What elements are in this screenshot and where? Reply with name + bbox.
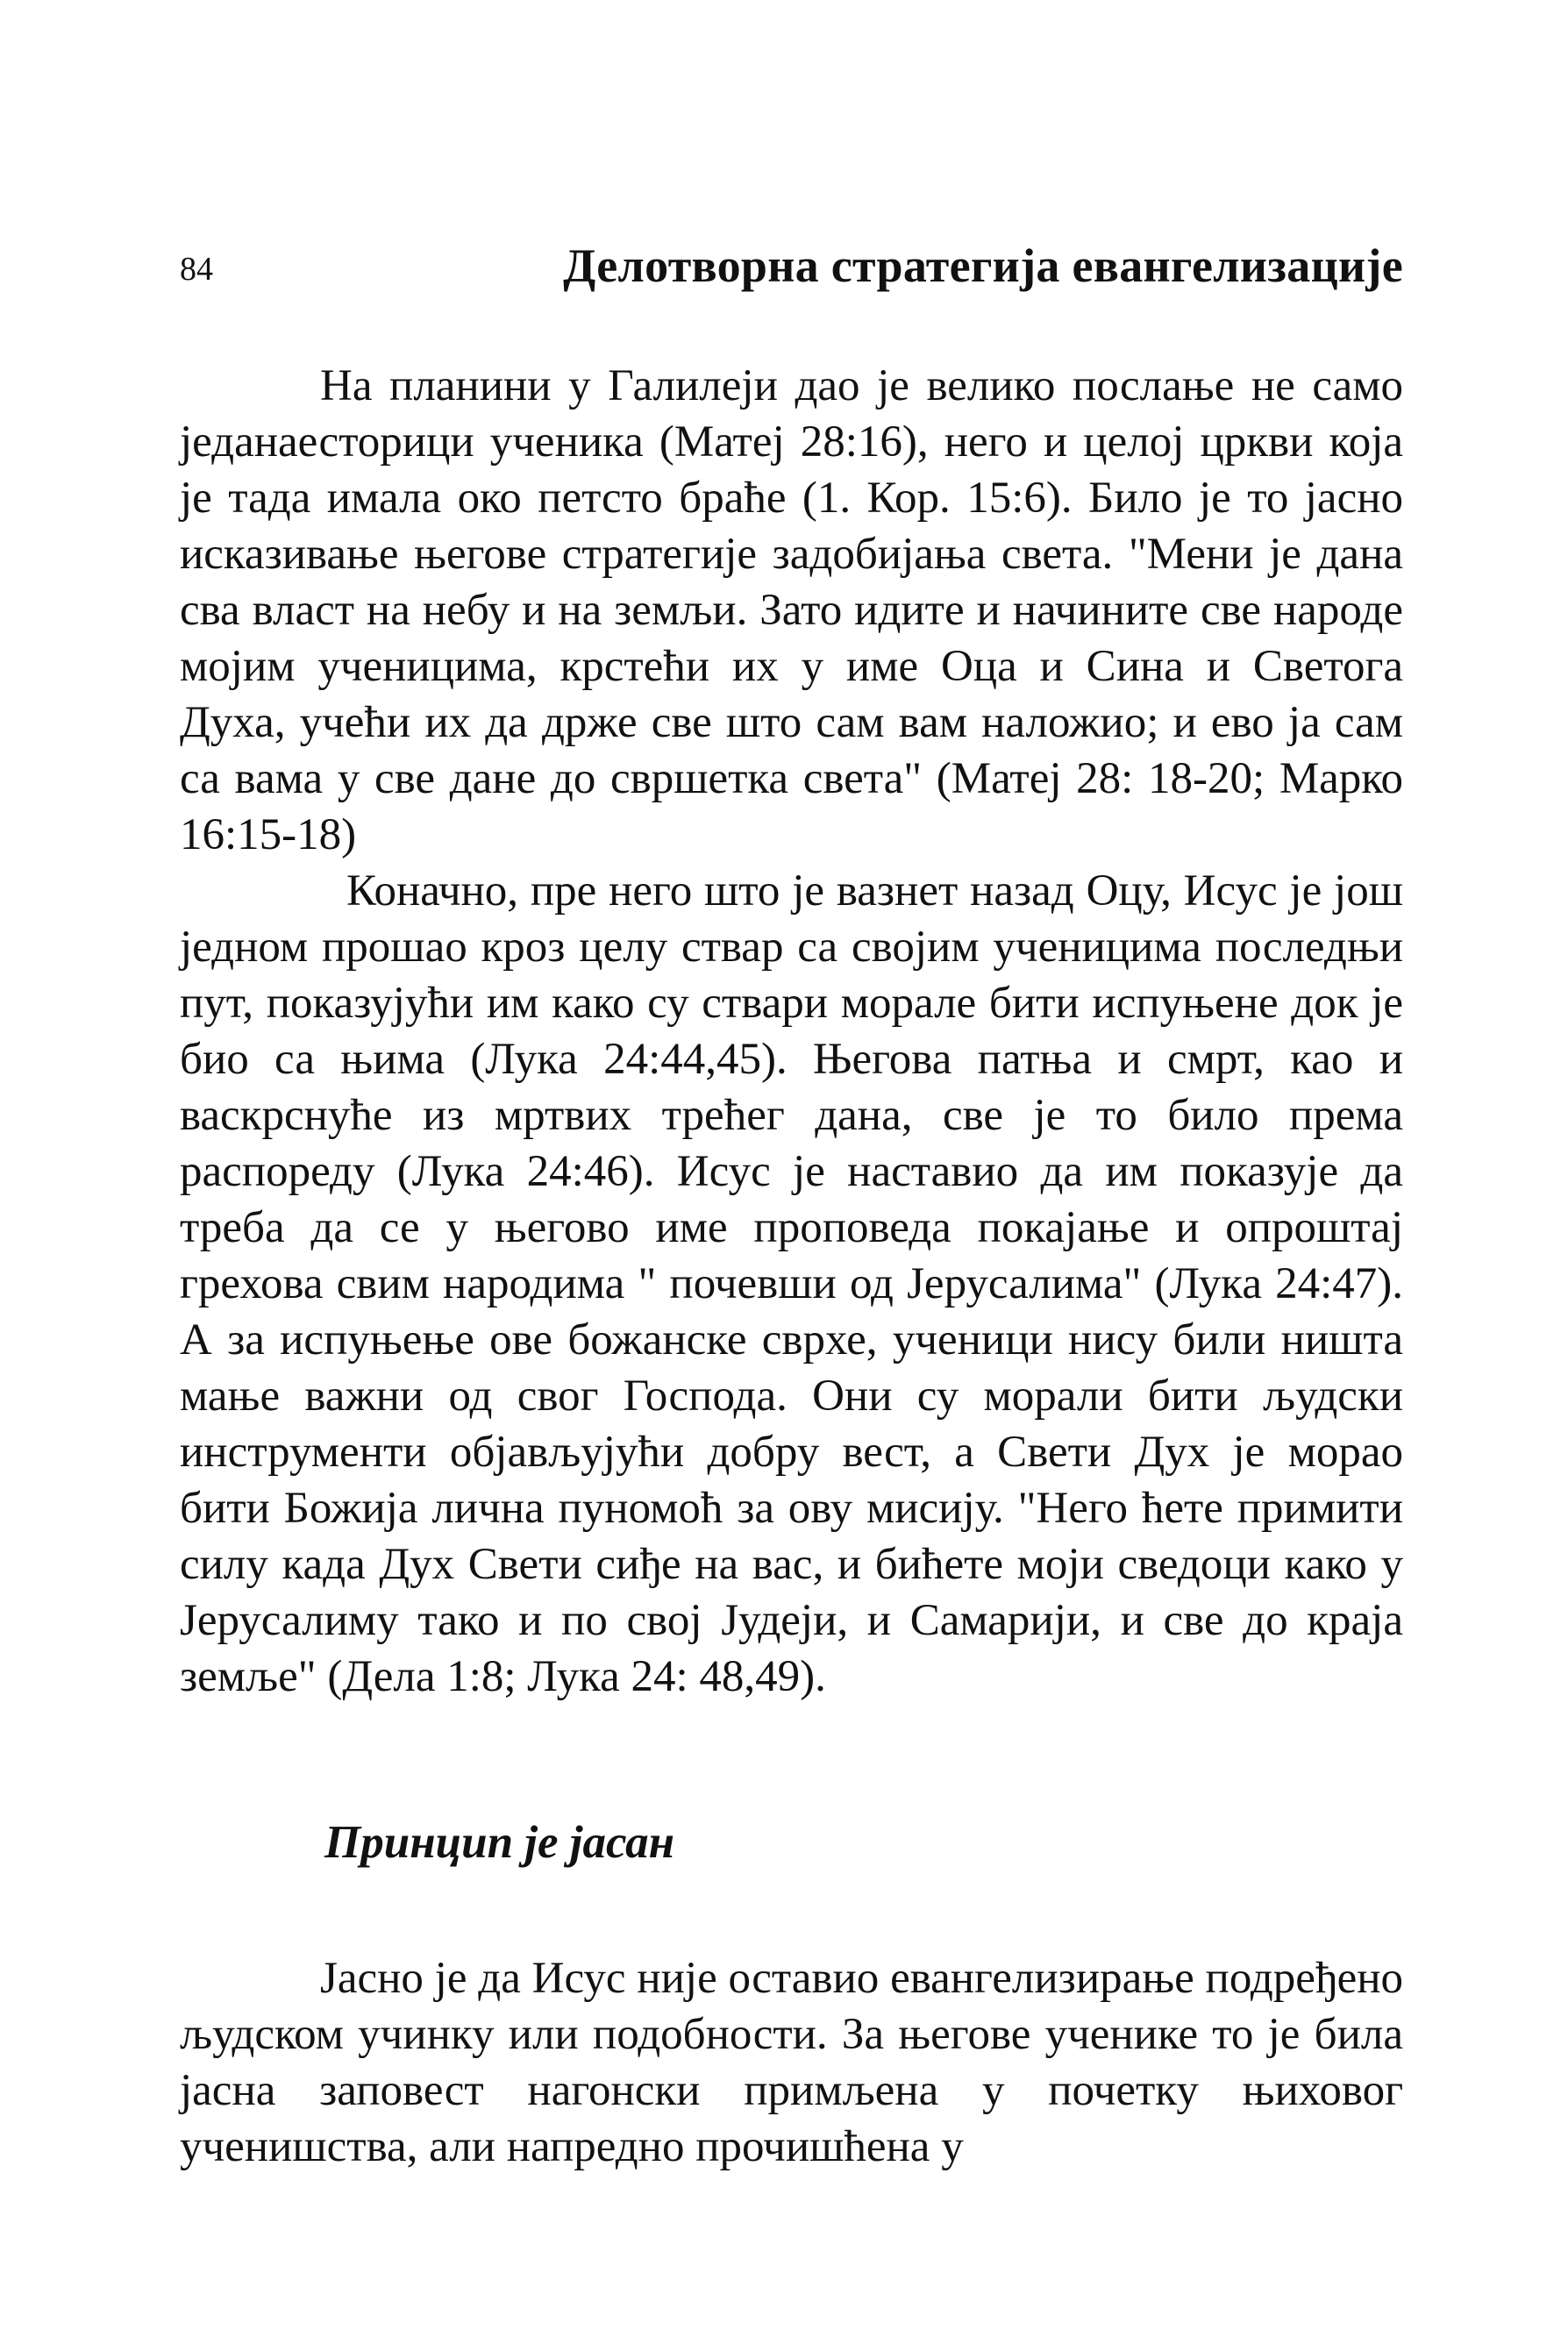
running-title: Делотворна стратегија евангелизације [563, 239, 1403, 292]
page-number: 84 [180, 251, 213, 288]
paragraph-ascension: Коначно, пре него што је вазнет назад Оцу, Исус је још једном прошао кроз целу ствар са својим ученицима последњи пут, показујући им како су ствари морале бити испуњене док је био са њима (Лука 24:44,45). Његова патња и смрт, као и васкрснуће из мртвих трећег дана, све је то било према распореду (Лука 24:46). Исус је наставио да им показује да треба да се у његово име проповеда покајање и опроштај грехова свим народима " почевши од Јерусалима" (Лука 24:47). А за испуњење ове божанске сврхе, ученици нису били ништа мање важни од свог Господа. Они су морали бити људски инструменти објављујући добру вест, а Свети Дух је морао бити Божија лична пуномоћ за ову мисију. "Него ћете примити силу када Дух Свети сиђе на вас, и бићете моји сведоци како у Јерусалиму тако и по свој Јудеји, и Самарији, и све до краја земље" (Дела 1:8; Лука 24: 48,49). [180, 866, 1403, 1701]
section-heading: Принцип је јасан [324, 1817, 675, 1868]
running-head [180, 235, 1403, 296]
paragraph-great-commission: На планини у Галилеји дао је велико послање не само једанаесторици ученика (Матеј 28:16), него и целој цркви која је тада имала око петсто браће (1. Кор. 15:6). Било је то јасно исказивање његове стратегије задобијања света. "Мени је дана сва власт на небу и на земљи. Зато идите и начините све народе мојим ученицима, крстећи их у име Оца и Сина и Светога Духа, учећи их да држе све што сам вам наложио; и ево ја сам са вама у све дане до свршетка света" (Матеј 28: 18-20; Марко 16:15-18) [180, 361, 1403, 859]
body-text [180, 358, 1403, 2175]
paragraph-principle: Јасно је да Исус није оставио евангелизирање подређено људском учинку или подобности. За његове ученике то је била јасна заповест нагонски примљена у почетку њиховог ученишства, али напредно прочишћена у [180, 1954, 1403, 2171]
